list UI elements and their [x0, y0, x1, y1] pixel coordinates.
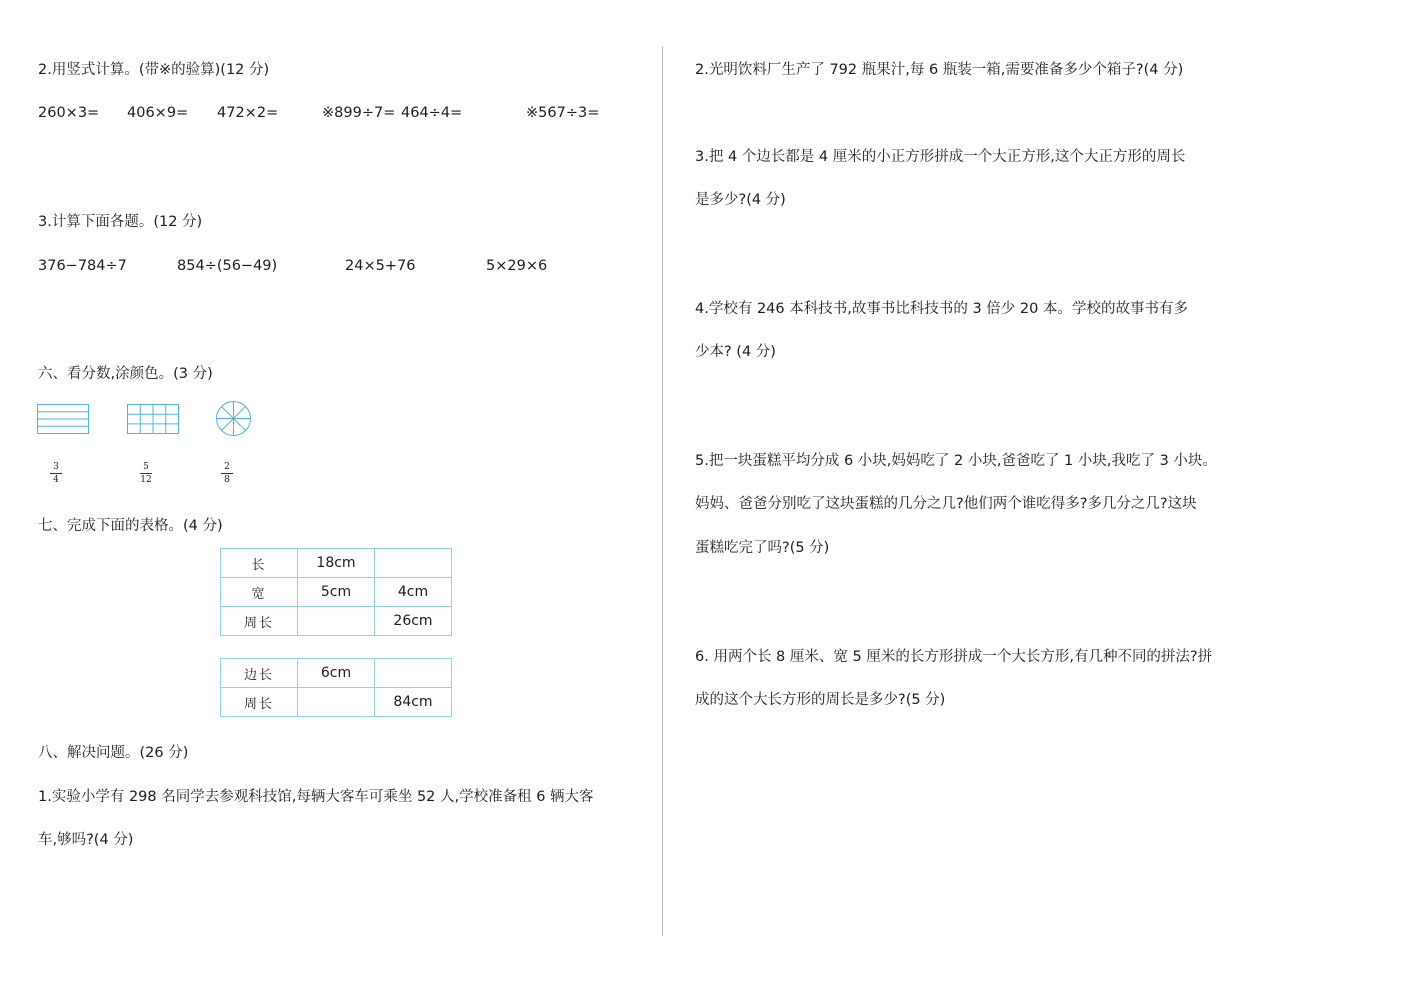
column-divider — [662, 46, 663, 936]
fraction-label — [217, 462, 237, 485]
problem-text: 是多少?(4 分) — [695, 192, 786, 208]
table-cell: 6cm — [298, 659, 375, 688]
section6-title: 六、看分数,涂颜色。(3 分) — [38, 366, 213, 382]
problem-text: 车,够吗?(4 分) — [38, 832, 134, 848]
calc-item: 376−784÷7 — [38, 258, 127, 274]
fraction-label — [46, 462, 66, 485]
rectangle-quarters-figure — [37, 404, 90, 436]
problem-text: 1.实验小学有 298 名同学去参观科技馆,每辆大客车可乘坐 52 人,学校准备租 6 辆大客 — [38, 789, 594, 805]
table-cell: 长 — [221, 549, 298, 578]
rectangle-table — [220, 548, 452, 636]
problem-text: 2.光明饮料厂生产了 792 瓶果汁,每 6 瓶装一箱,需要准备多少个箱子?(4 分) — [695, 62, 1184, 78]
table-cell: 84cm — [375, 688, 452, 717]
section8-title: 八、解决问题。(26 分) — [38, 745, 189, 761]
table-cell: 5cm — [298, 578, 375, 607]
fraction-numerator: 3 — [53, 462, 59, 472]
calc-item: 406×9= — [127, 105, 189, 121]
table-row — [221, 549, 452, 578]
table-cell: 周长 — [221, 607, 298, 636]
table-row — [221, 688, 452, 717]
problem-text: 成的这个大长方形的周长是多少?(5 分) — [695, 692, 946, 708]
fraction-denominator: 12 — [140, 475, 152, 485]
calc-item: 24×5+76 — [345, 258, 416, 274]
problem-text: 5.把一块蛋糕平均分成 6 小块,妈妈吃了 2 小块,爸爸吃了 1 小块,我吃了 3 小块。 — [695, 453, 1217, 469]
fraction-bar — [140, 473, 152, 474]
table-row — [221, 578, 452, 607]
fraction-numerator: 5 — [143, 462, 149, 472]
problem-text: 蛋糕吃完了吗?(5 分) — [695, 540, 830, 556]
q3-title: 3.计算下面各题。(12 分) — [38, 214, 203, 230]
table-cell — [298, 688, 375, 717]
problem-text: 妈妈、爸爸分别吃了这块蛋糕的几分之几?他们两个谁吃得多?多几分之几?这块 — [695, 496, 1197, 512]
calc-item: 854÷(56−49) — [177, 258, 278, 274]
table-cell: 4cm — [375, 578, 452, 607]
square-table — [220, 658, 452, 717]
calc-item: 464÷4= — [401, 105, 463, 121]
calc-item: 472×2= — [217, 105, 279, 121]
fraction-label — [136, 462, 156, 485]
rectangle-twelfths-figure — [127, 404, 180, 436]
table-cell: 周长 — [221, 688, 298, 717]
calc-item: ※899÷7= — [322, 105, 396, 121]
table-cell — [375, 659, 452, 688]
table-cell: 18cm — [298, 549, 375, 578]
table-cell: 宽 — [221, 578, 298, 607]
section7-title: 七、完成下面的表格。(4 分) — [38, 518, 223, 534]
problem-text: 4.学校有 246 本科技书,故事书比科技书的 3 倍少 20 本。学校的故事书有多 — [695, 301, 1188, 317]
fraction-denominator: 4 — [53, 475, 59, 485]
table-cell: 26cm — [375, 607, 452, 636]
fraction-denominator: 8 — [224, 475, 230, 485]
problem-text: 少本? (4 分) — [695, 344, 776, 360]
fraction-numerator: 2 — [224, 462, 230, 472]
table-row — [221, 607, 452, 636]
table-cell — [298, 607, 375, 636]
calc-item: 5×29×6 — [486, 258, 548, 274]
problem-text: 3.把 4 个边长都是 4 厘米的小正方形拼成一个大正方形,这个大正方形的周长 — [695, 149, 1186, 165]
table-cell — [375, 549, 452, 578]
calc-item: 260×3= — [38, 105, 100, 121]
fraction-bar — [50, 473, 62, 474]
calc-item: ※567÷3= — [526, 105, 600, 121]
table-row — [221, 659, 452, 688]
q2-title: 2.用竖式计算。(带※的验算)(12 分) — [38, 62, 270, 78]
problem-text: 6. 用两个长 8 厘米、宽 5 厘米的长方形拼成一个大长方形,有几种不同的拼法?拼 — [695, 649, 1213, 665]
circle-eighths-figure — [215, 400, 252, 437]
fraction-bar — [221, 473, 233, 474]
table-cell: 边长 — [221, 659, 298, 688]
